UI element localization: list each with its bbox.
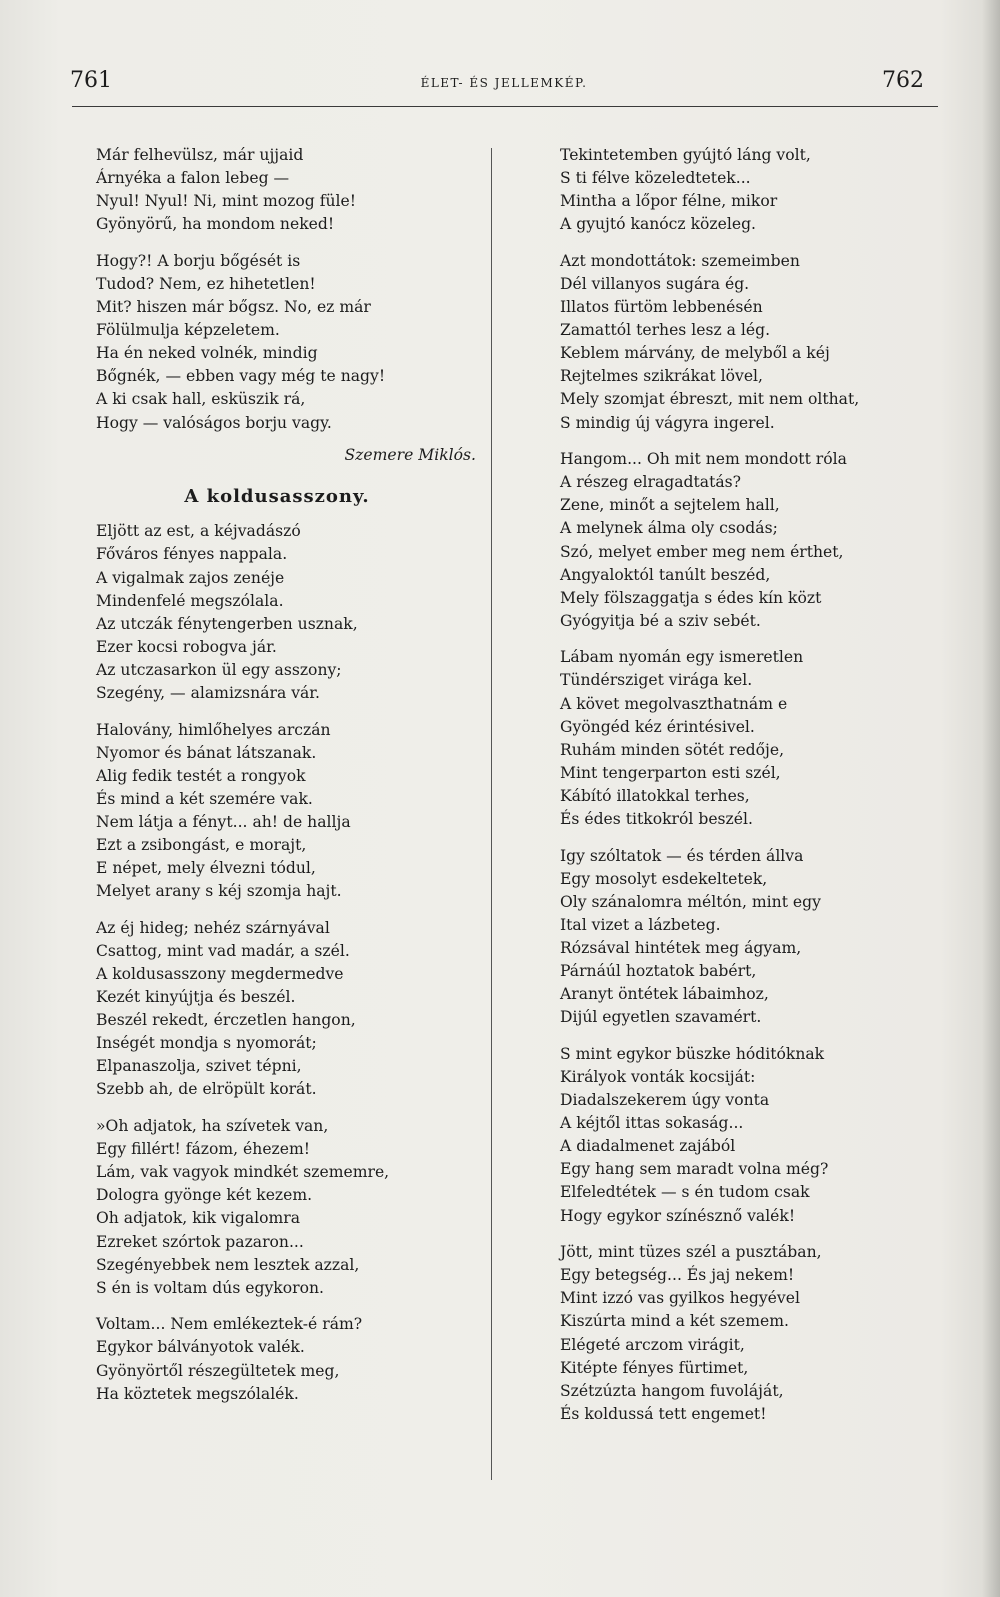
poem2-stanza [96,520,488,705]
verse-line: Elpanaszolja, szivet tépni, [96,1057,302,1076]
verse-line: Kezét kinyújtja és beszél. [96,988,296,1007]
verse-line: Egy betegség... És jaj nekem! [560,1266,795,1285]
verse-line: És mind a két szemére vak. [96,789,313,808]
verse-line: Tudod? Nem, ez hihetetlen! [96,274,316,293]
verse-line: Az utczák fénytengerben usznak, [96,614,358,633]
verse-line: S mindig új vágyra ingerel. [560,413,775,432]
verse-line: Jött, mint tüzes szél a pusztában, [560,1243,822,1262]
verse-line: Diadalszekerem úgy vonta [560,1091,770,1110]
verse-line: Tündérsziget virága kel. [560,671,753,690]
verse-line: A kéjtől ittas sokaság... [560,1114,744,1133]
verse-line: A vigalmak zajos zenéje [96,568,285,587]
verse-line: Egy mosolyt esdekeltetek, [560,869,768,888]
verse-line: Elfeledtétek — s én tudom csak [560,1183,810,1202]
verse-line: E népet, mely élvezni tódul, [96,859,316,878]
verse-line: Árnyéka a falon lebeg — [96,169,290,188]
verse-line: Bőgnék, — ebben vagy még te nagy! [96,367,386,386]
verse-line: A diadalmenet zajából [560,1137,736,1156]
verse-line: Nyul! Nyul! Ni, mint mozog füle! [96,192,357,211]
verse-line: A gyujtó kanócz közeleg. [560,215,757,234]
verse-line: Tekintetemben gyújtó láng volt, [560,146,811,164]
poem2-cont-stanza [560,250,952,435]
verse-line: Illatos fürtöm lebbenésén [560,298,763,317]
verse-line: Főváros fényes nappala. [96,545,288,564]
verse-line: Rejtelmes szikrákat lövel, [560,367,763,386]
verse-line: Zamattól terhes lesz a lég. [560,321,771,340]
verse-line: Gyöngéd kéz érintésivel. [560,717,755,736]
verse-line: Halovány, himlőhelyes arczán [96,720,331,739]
verse-line: Ezer kocsi robogva jár. [96,637,277,656]
verse-line: Rózsával hintétek meg ágyam, [560,939,802,957]
page-header [68,68,940,104]
poem2-cont-stanza [560,448,952,633]
verse-line: Dél villanyos sugára ég. [560,274,750,293]
verse-line: Mely szomjat ébreszt, mit nem olthat, [560,390,860,409]
verse-line: Szó, melyet ember meg nem érthet, [560,542,844,561]
verse-line: Kiszúrta mind a két szemem. [560,1312,789,1331]
verse-line: Egy fillért! fázom, éhezem! [96,1140,311,1159]
verse-line: Fölülmulja képzeletem. [96,321,280,340]
left-column [96,144,488,1419]
verse-line: A követ megolvaszthatnám e [560,694,788,713]
poem1-stanza [96,144,488,236]
verse-line: Ezt a zsibongást, e morajt, [96,836,307,855]
verse-line: Királyok vonták kocsiját: [560,1067,756,1086]
verse-line: Mit? hiszen már bőgsz. No, ez már [96,298,371,317]
running-title: ÉLET- ÉS JELLEMKÉP. [420,76,588,90]
poem2-cont-stanza [560,144,952,236]
verse-line: Lám, vak vagyok mindkét szememre, [96,1163,390,1182]
poem2-cont-stanza [560,1043,952,1228]
right-page-number: 762 [882,68,924,93]
verse-line: Egykor bálványotok valék. [96,1338,305,1357]
verse-line: S mint egykor büszke hóditóknak [560,1044,825,1063]
column-divider [491,148,492,1480]
verse-line: Eljött az est, a kéjvadászó [96,522,301,541]
verse-line: Mely fölszaggatja s édes kín közt [560,588,822,607]
verse-line: Szegény, — alamizsnára vár. [96,683,321,702]
verse-line: Beszél rekedt, érczetlen hangon, [96,1011,356,1030]
verse-line: És koldussá tett engemet! [560,1404,767,1423]
poem2-stanza [96,917,488,1102]
poem2-stanza [96,719,488,904]
verse-line: Nyomor és bánat látszanak. [96,743,317,762]
verse-line: Kitépte fényes fürtimet, [560,1358,749,1377]
verse-line: Kábító illatokkal terhes, [560,786,750,805]
poem2-stanza [96,1313,488,1405]
verse-line: Hangom... Oh mit nem mondott róla [560,450,847,469]
verse-line: Ruhám minden sötét redője, [560,740,785,759]
verse-line: A melynek álma oly csodás; [560,519,778,538]
verse-line: Ital vizet a lázbeteg. [560,915,721,934]
right-column [560,144,952,1439]
verse-line: Alig fedik testét a rongyok [96,766,306,785]
verse-line: Aranyt öntétek lábaimhoz, [560,985,769,1004]
verse-line: A részeg elragadtatás? [560,473,742,492]
verse-line: Hogy?! A borju bőgését is [96,251,301,270]
page-edge-shadow [982,0,1000,1597]
verse-line: Gyönyörtől részegültetek meg, [96,1361,340,1380]
verse-line: Gyógyitja bé a sziv sebét. [560,611,761,630]
poem2-cont-stanza [560,1241,952,1426]
verse-line: Zene, minőt a sejtelem hall, [560,496,780,515]
verse-line: Szétzúzta hangom fuvoláját, [560,1381,784,1400]
verse-line: Voltam... Nem emlékeztek-é rám? [96,1315,363,1334]
verse-line: Nem látja a fényt... ah! de hallja [96,812,351,831]
verse-line: »Oh adjatok, ha szívetek van, [96,1117,329,1136]
verse-line: Mintha a lőpor félne, mikor [560,192,778,211]
verse-line: Oh adjatok, kik vigalomra [96,1209,301,1228]
verse-line: Az éj hideg; nehéz szárnyával [96,918,330,937]
verse-line: Elégeté arczom virágit, [560,1335,745,1354]
verse-line: Hogy egykor színésznő valék! [560,1206,796,1225]
verse-line: Hogy — valóságos borju vagy. [96,413,332,432]
verse-line: Azt mondottátok: szemeimben [560,251,800,270]
verse-line: Angyaloktól tanúlt beszéd, [560,565,771,584]
poem-title: A koldusasszony. [184,486,370,508]
header-rule [72,106,938,107]
poem2-cont-stanza [560,646,952,831]
verse-line: Ezreket szórtok pazaron... [96,1232,304,1251]
verse-line: Dologra gyönge két kezem. [96,1186,313,1205]
verse-line: Keblem márvány, de melyből a kéj [560,344,830,363]
verse-line: Dijúl egyetlen szavamért. [560,1008,762,1027]
poem2-cont-stanza [560,845,952,1030]
verse-line: Ha én neked volnék, mindig [96,344,318,363]
verse-line: S én is voltam dús egykoron. [96,1278,324,1297]
verse-line: A ki csak hall, esküszik rá, [96,390,306,409]
author-signature: Szemere Miklós. [344,446,476,465]
poem1-stanza [96,250,488,435]
verse-line: Gyönyörű, ha mondom neked! [96,215,335,234]
left-page-number: 761 [70,68,112,93]
verse-line: Mindenfelé megszólala. [96,591,284,610]
verse-line: Mint izzó vas gyilkos hegyével [560,1289,800,1308]
verse-line: Már felhevülsz, már ujjaid [96,146,304,164]
verse-line: Igy szóltatok — és térden állva [560,846,804,865]
verse-line: Egy hang sem maradt volna még? [560,1160,829,1179]
verse-line: Csattog, mint vad madár, a szél. [96,941,350,960]
verse-line: Szegényebbek nem lesztek azzal, [96,1255,360,1274]
verse-line: Az utczasarkon ül egy asszony; [96,660,342,679]
verse-line: Mint tengerparton esti szél, [560,763,781,782]
verse-line: Párnáúl hoztatok babért, [560,962,757,981]
verse-line: S ti félve közeledtetek... [560,169,751,188]
verse-line: Szebb ah, de elröpült korát. [96,1080,317,1099]
verse-line: És édes titkokról beszél. [560,810,753,829]
verse-line: Melyet arany s kéj szomja hajt. [96,882,342,901]
poem2-stanza [96,1115,488,1300]
verse-line: Inségét mondja s nyomorát; [96,1034,317,1053]
verse-line: Lábam nyomán egy ismeretlen [560,648,804,667]
verse-line: A koldusasszony megdermedve [96,965,344,983]
verse-line: Ha köztetek megszólalék. [96,1384,299,1403]
verse-line: Oly szánalomra méltón, mint egy [560,892,821,911]
